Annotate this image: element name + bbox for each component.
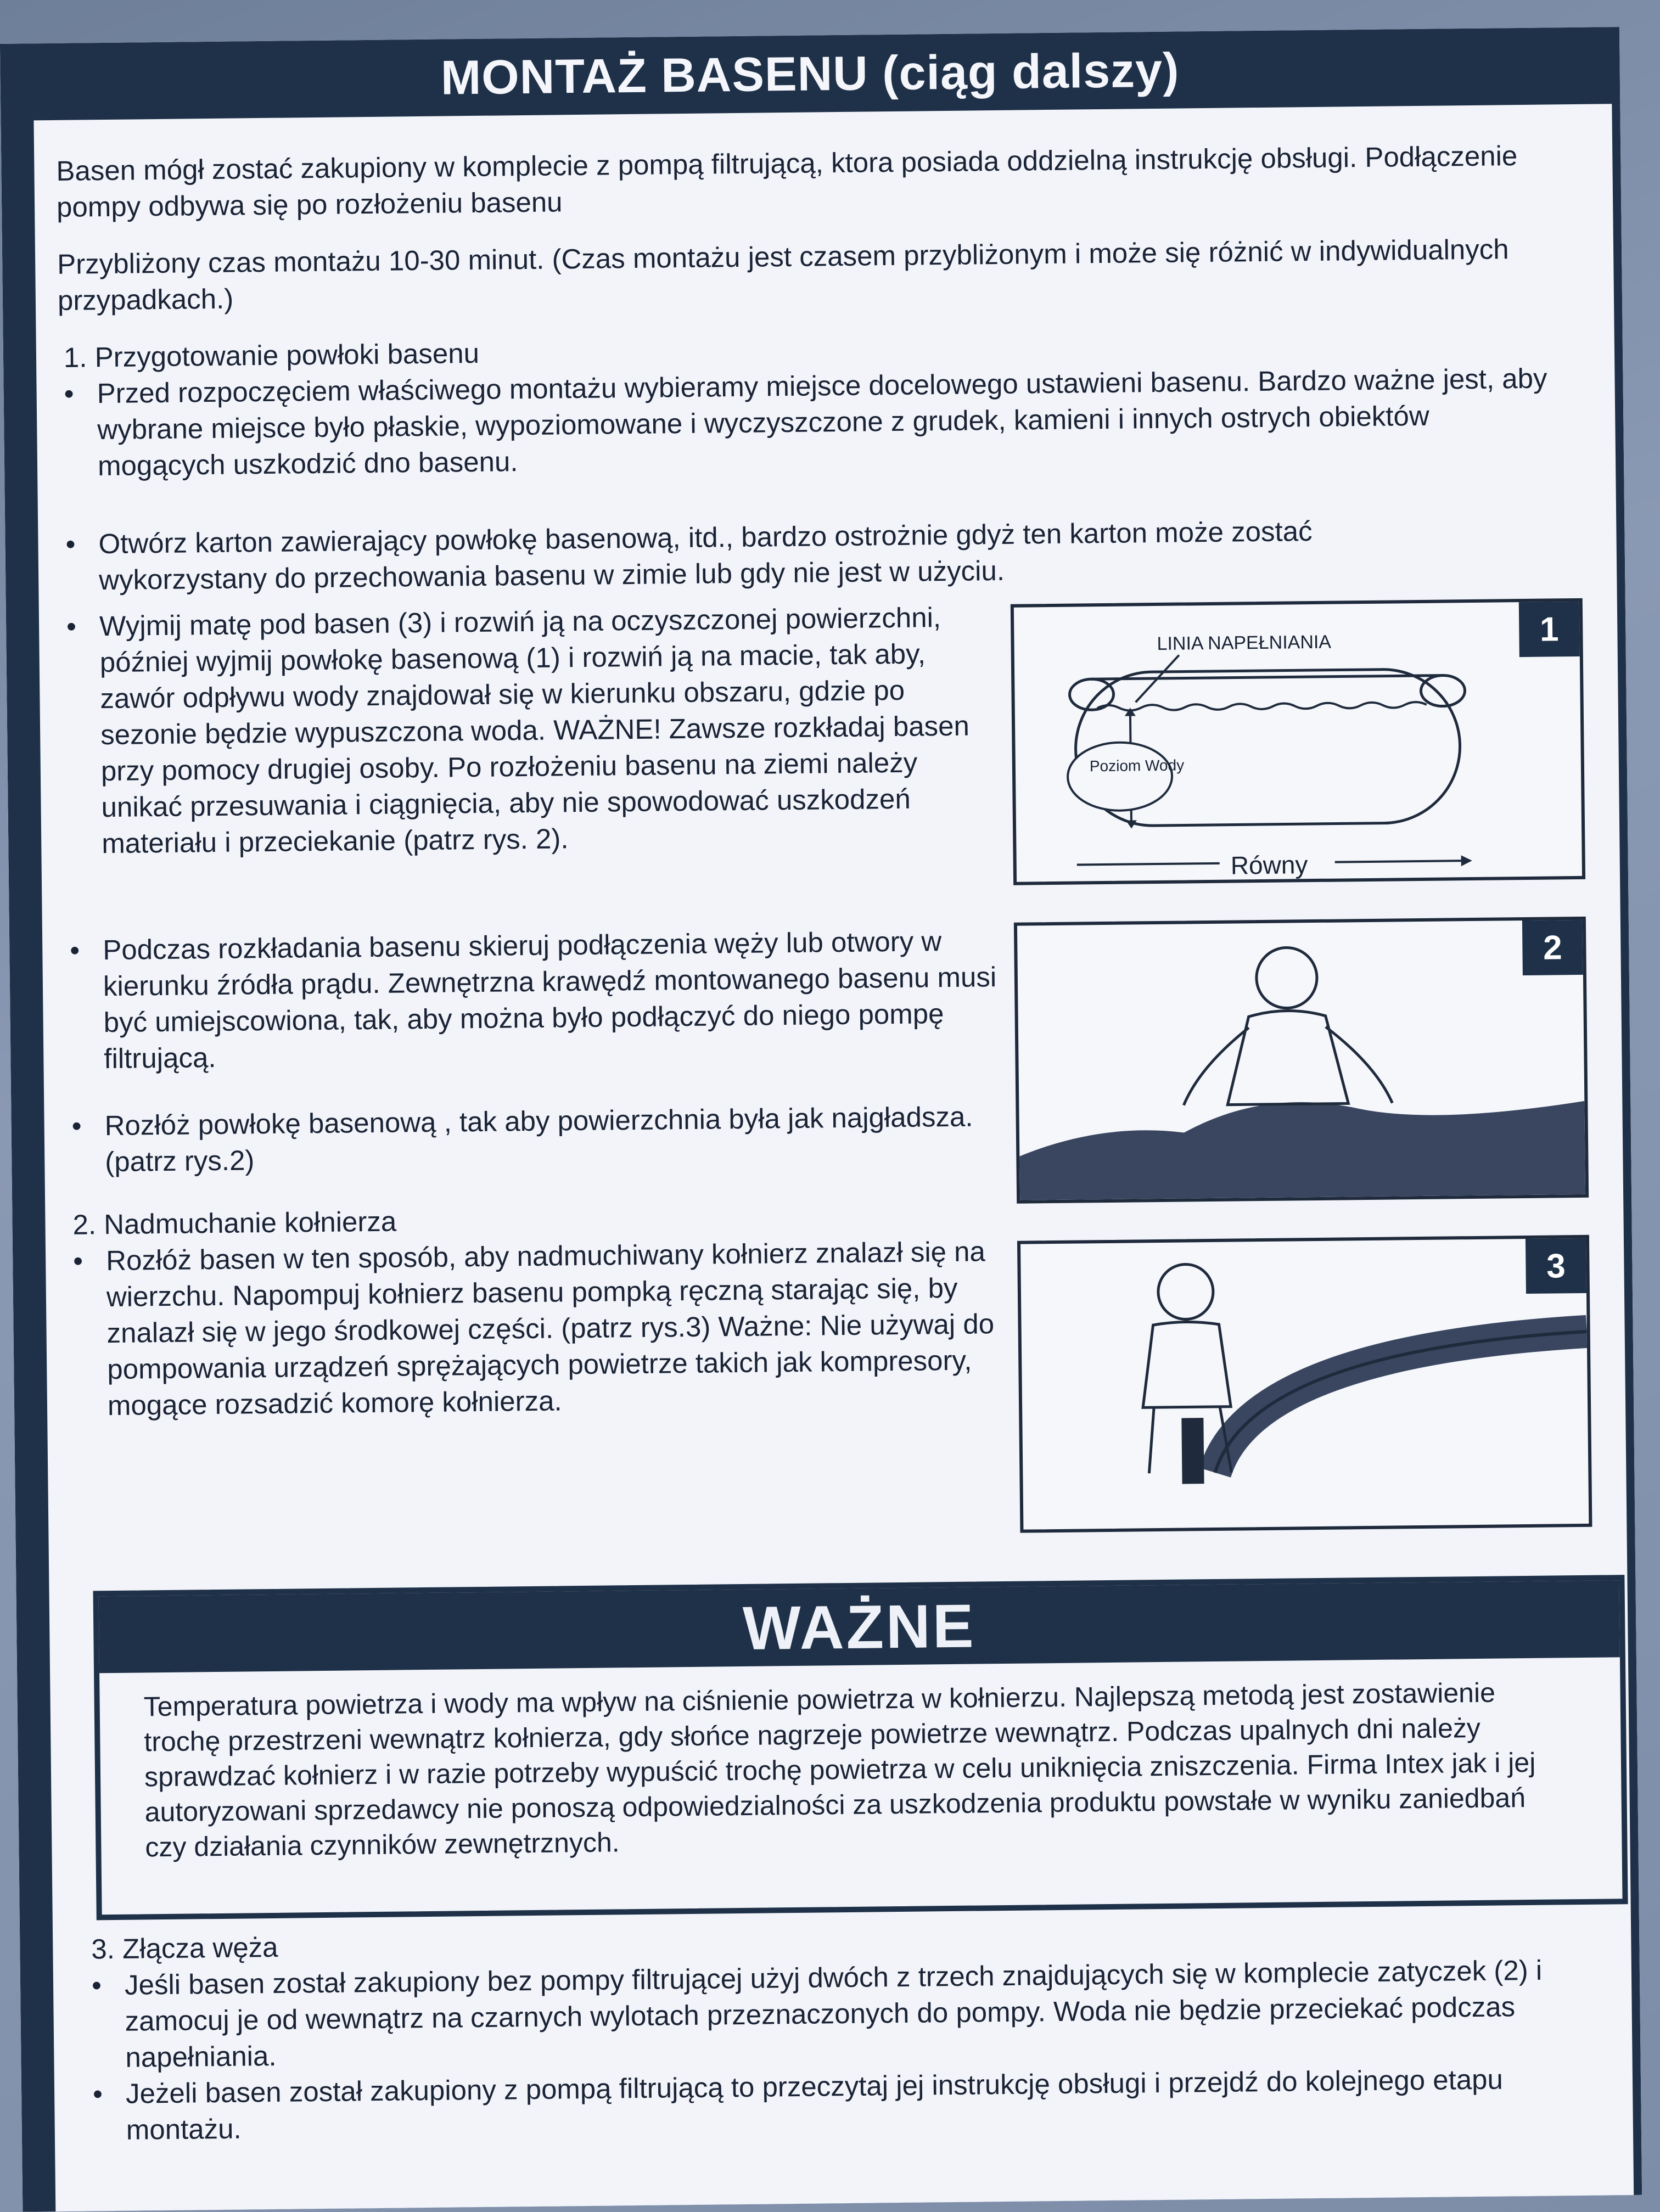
level-ground-label: Równy <box>1230 850 1308 880</box>
ring-top-line <box>1091 676 1443 680</box>
person-body <box>1142 1322 1231 1408</box>
ground-arrow-right <box>1461 855 1472 866</box>
pool-liner-shape <box>1019 1099 1585 1200</box>
section3-bullet-2: • Jeżeli basen został zakupiony z pompą filtrującą to przeczytaj jej instrukcję obsługi i przejdź do kolejnego etapu montażu. <box>87 2061 1581 2148</box>
water-line <box>1097 702 1427 711</box>
section1-bullet-5: • Rozłóż powłokę basenową , tak aby powierzchnia była jak najgładsza. (patrz rys.2) <box>66 1098 1000 1181</box>
figure-3-number: 3 <box>1526 1238 1586 1294</box>
figure-2-number: 2 <box>1522 920 1583 975</box>
section1-bullet-3: • Wyjmij matę pod basen (3) i rozwiń ją na oczyszczonej powierzchni, później wyjmij powłokę basenową (1) i rozwiń ją na macie, tak aby, zawór odpływu wody znajdował się w kierunku obszaru, gdzie po sezonie będzie wypuszczona woda. WAŻNE! Zawsze rozkładaj basen przy pomocy drugiej osoby. Po rozłożeniu basenu na ziemi należy unikać przesuwania i ciągnięcia, aby nie spowodować uszkodzeń materiału i przeciekanie (patrz rys. 2). <box>61 599 997 862</box>
person-body <box>1227 1010 1349 1104</box>
ground-line-right <box>1335 861 1467 862</box>
section1-bullet-1: • Przed rozpoczęciem właściwego montażu wybieramy miejsce docelowego ustawieni basenu. Bardzo ważne jest, aby wybrane miejsce było płaskie, wypoziomowane i wyczyszczone z grudek, kamieni i innych ostrych obiektów mogących uszkodzić dno basenu. <box>58 360 1552 484</box>
section3-block <box>86 1916 1581 2148</box>
person-arm-right <box>1326 1026 1392 1104</box>
figure-3 <box>1017 1235 1592 1533</box>
arrow-head-up <box>1125 708 1136 716</box>
water-level-label: Poziom Wody <box>1089 756 1185 775</box>
section1-bullet-5-block <box>66 1098 1000 1181</box>
section1-heading: 1. Przygotowanie powłoki basenu <box>63 337 480 373</box>
water-level-bubble <box>1067 742 1172 811</box>
section1-bullet-3-block <box>61 599 997 862</box>
inflatable-ring <box>1214 1332 1589 1473</box>
person-head <box>1158 1264 1213 1320</box>
page-title: MONTAŻ BASENU (ciąg dalszy) <box>440 42 1180 105</box>
figure-1 <box>1011 598 1585 885</box>
hand-pump <box>1181 1418 1204 1484</box>
important-heading: WAŻNE <box>99 1580 1620 1673</box>
ground-line-left <box>1077 863 1220 865</box>
important-box <box>93 1575 1628 1920</box>
figure-2 <box>1014 917 1589 1204</box>
assembly-time-note: Przybliżony czas montażu 10-30 minut. (Czas montażu jest czasem przybliżonym i może się różnić w indywidualnych przypadkach.) <box>57 233 1509 316</box>
person-head <box>1256 947 1317 1008</box>
pool-cross-section-diagram <box>1014 602 1582 882</box>
figure-1-number: 1 <box>1519 602 1580 657</box>
section1-bullet-4: • Podczas rozkładania basenu skieruj podłączenia węży lub otwory w kierunku źródła prądu. Zewnętrzna krawędź montowanego basenu musi być umiejscowiona, tak, aby można było podłączyć do niego pompę filtrującą. <box>64 923 999 1077</box>
section3-bullet-1: • Jeśli basen został zakupiony bez pompy filtrującej użyj dwóch z trzech znajdujących się w komplecie zatyczek (2) i zamocuj je od wewnątrz na czarnych wylotach przeznaczonych do pompy. Woda nie będzie przeciekać podczas napełniania. <box>86 1952 1580 2076</box>
ring-right <box>1421 675 1465 706</box>
section1-bullet-2-block <box>60 512 1488 599</box>
intro-text: Basen mógł zostać zakupiony w komplecie z pompą filtrującą, ktora posiada oddzielną instrukcję obsługi. Podłączenie pompy odbywa się po rozłożeniu basenu <box>56 140 1518 223</box>
section3-heading: 3. Złącza węża <box>91 1931 278 1965</box>
section1-block <box>58 324 1553 484</box>
section1-bullet-2: • Otwórz karton zawierający powłokę basenową, itd., bardzo ostrożnie gdyż ten karton może zostać wykorzystany do przechowania basenu w zimie lub gdy nie jest w użyciu. <box>60 512 1488 599</box>
section2-bullet-1: • Rozłóż basen w ten sposób, aby nadmuchiwany kołnierz znalazł się na wierzchu. Napompuj kołnierz basenu pompką ręczną starając się, by znalazł się w jego środkowej części. (patrz rys.3) Ważne: Nie używaj do pompowania urządzeń sprężających powietrze takich jak kompresory, mogące rozsadzić komorę kołnierza. <box>68 1233 1002 1424</box>
fill-line-label: LINIA NAPEŁNIANIA <box>1157 631 1332 654</box>
manual-page <box>0 27 1642 2212</box>
spreading-liner-illustration <box>1017 920 1585 1200</box>
inflating-ring-illustration <box>1020 1238 1589 1530</box>
person-arm-left <box>1183 1028 1249 1105</box>
section1-bullet-4-block <box>64 923 999 1077</box>
section2-heading: 2. Nadmuchanie kołnierza <box>72 1205 397 1240</box>
section2-block <box>67 1197 1002 1424</box>
important-text: Temperatura powietrza i wody ma wpływ na ciśnienie powietrza w kołnierzu. Najlepszą metodą jest zostawienie trochę przestrzeni wewnątrz kołnierza, gdy słońce nagrzeje powietrze wewnątrz. Podczas upalnych dni należy sprawdzać kołnierz i w razie potrzeby wypuścić trochę powietrza w celu uniknięcia zniszczenia. Firma Intex jak i jej autoryzowani sprzedawcy nie ponoszą odpowiedzialności za uszkodzenia produktu powstałe w wyniku zaniedbań czy działania czynników zewnętrznych. <box>143 1677 1536 1863</box>
